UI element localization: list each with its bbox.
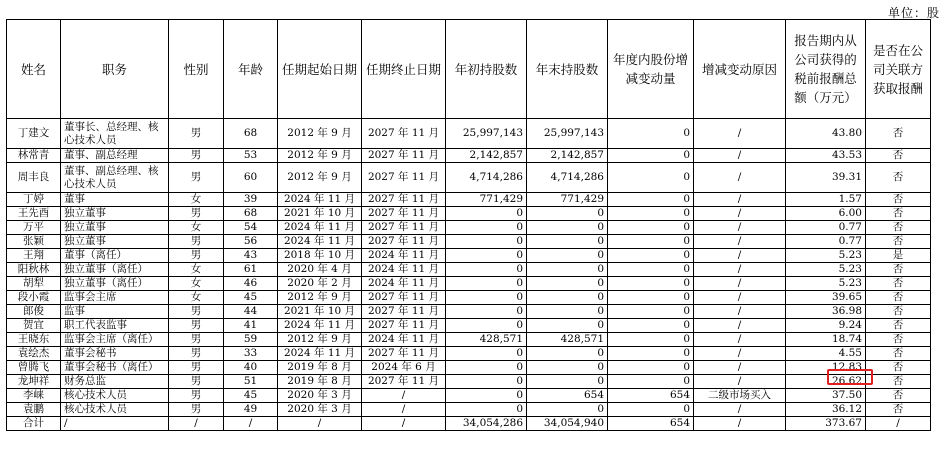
cell-share-change: 0 (608, 277, 694, 291)
cell-pretax-pay: 1.57 (786, 193, 866, 207)
cell-name: 王先酉 (7, 207, 61, 221)
cell-age: 56 (224, 235, 278, 249)
cell-end-shares: 0 (527, 207, 608, 221)
cell-gender: 男 (169, 319, 224, 333)
cell-title: 财务总监 (61, 375, 169, 389)
cell-gender: 女 (169, 291, 224, 305)
cell-end-shares: 0 (527, 249, 608, 263)
cell-title: 董事会秘书（离任） (61, 361, 169, 375)
cell-gender: 男 (169, 207, 224, 221)
cell-name: 阳秋林 (7, 263, 61, 277)
cell-change-reason: / (694, 375, 786, 389)
cell-age: 49 (224, 403, 278, 417)
cell-change-reason: / (694, 319, 786, 333)
cell-begin-shares: 0 (446, 277, 527, 291)
cell-title: 董事 (61, 193, 169, 207)
cell-related-party-pay: 否 (866, 207, 931, 221)
cell-related-party-pay: / (866, 417, 931, 431)
cell-term-end: 2024 年 11 月 (362, 263, 446, 277)
table-row (7, 249, 931, 263)
table-row (7, 361, 931, 375)
cell-begin-shares: 771,429 (446, 193, 527, 207)
cell-pretax-pay: 43.80 (786, 119, 866, 149)
cell-term-start: 2012 年 9 月 (278, 163, 362, 193)
cell-share-change: 0 (608, 235, 694, 249)
cell-term-start: 2020 年 3 月 (278, 389, 362, 403)
cell-age: 59 (224, 333, 278, 347)
cell-change-reason: / (694, 347, 786, 361)
cell-gender: 女 (169, 277, 224, 291)
cell-related-party-pay: 否 (866, 333, 931, 347)
cell-pretax-pay: 36.98 (786, 305, 866, 319)
cell-term-start: 2012 年 9 月 (278, 291, 362, 305)
cell-age: 51 (224, 375, 278, 389)
cell-term-start: 2020 年 2 月 (278, 277, 362, 291)
cell-age: / (224, 417, 278, 431)
cell-gender: 男 (169, 163, 224, 193)
cell-term-end: / (362, 403, 446, 417)
cell-share-change: 0 (608, 149, 694, 163)
table-row (7, 263, 931, 277)
header-related-party-pay: 是否在公司关联方获取报酬 (866, 20, 931, 119)
cell-gender: 男 (169, 361, 224, 375)
cell-title: 核心技术人员 (61, 389, 169, 403)
table-row (7, 163, 931, 193)
cell-begin-shares: 0 (446, 235, 527, 249)
cell-end-shares: 0 (527, 291, 608, 305)
cell-term-start: 2024 年 11 月 (278, 221, 362, 235)
cell-change-reason: / (694, 403, 786, 417)
cell-age: 39 (224, 193, 278, 207)
cell-name: 王翔 (7, 249, 61, 263)
cell-share-change: 0 (608, 291, 694, 305)
header-gender: 性别 (169, 20, 224, 119)
cell-age: 45 (224, 291, 278, 305)
header-change-reason: 增减变动原因 (694, 20, 786, 119)
cell-term-end: 2027 年 11 月 (362, 347, 446, 361)
cell-term-start: 2018 年 10 月 (278, 249, 362, 263)
executive-compensation-table (6, 19, 931, 431)
cell-title: 独立董事（离任） (61, 277, 169, 291)
cell-term-end: 2027 年 11 月 (362, 149, 446, 163)
cell-term-end: 2024 年 11 月 (362, 277, 446, 291)
cell-term-end: 2027 年 11 月 (362, 305, 446, 319)
cell-title: 监事会主席 (61, 291, 169, 305)
cell-change-reason: / (694, 149, 786, 163)
cell-end-shares: 428,571 (527, 333, 608, 347)
cell-name: 李崃 (7, 389, 61, 403)
cell-pretax-pay: 26.62 (786, 375, 866, 389)
cell-gender: 男 (169, 389, 224, 403)
cell-title: 独立董事 (61, 235, 169, 249)
cell-related-party-pay: 否 (866, 291, 931, 305)
cell-change-reason: / (694, 361, 786, 375)
cell-pretax-pay: 39.65 (786, 291, 866, 305)
cell-pretax-pay: 12.83 (786, 361, 866, 375)
cell-age: 41 (224, 319, 278, 333)
cell-age: 44 (224, 305, 278, 319)
cell-related-party-pay: 否 (866, 361, 931, 375)
cell-related-party-pay: 否 (866, 375, 931, 389)
cell-name: 合计 (7, 417, 61, 431)
cell-change-reason: / (694, 263, 786, 277)
cell-begin-shares: 0 (446, 361, 527, 375)
cell-share-change: 0 (608, 403, 694, 417)
cell-term-start: 2024 年 11 月 (278, 235, 362, 249)
cell-end-shares: 654 (527, 389, 608, 403)
table-row (7, 119, 931, 149)
cell-age: 68 (224, 119, 278, 149)
header-share-change: 年度内股份增减变动量 (608, 20, 694, 119)
cell-share-change: 0 (608, 221, 694, 235)
cell-share-change: 0 (608, 249, 694, 263)
cell-name: 丁婷 (7, 193, 61, 207)
table-row (7, 207, 931, 221)
cell-name: 袁鹏 (7, 403, 61, 417)
cell-title: 独立董事 (61, 221, 169, 235)
cell-pretax-pay: 36.12 (786, 403, 866, 417)
cell-change-reason: / (694, 193, 786, 207)
cell-name: 郎俊 (7, 305, 61, 319)
cell-end-shares: 771,429 (527, 193, 608, 207)
cell-age: 54 (224, 221, 278, 235)
cell-name: 胡犁 (7, 277, 61, 291)
cell-change-reason: / (694, 119, 786, 149)
cell-begin-shares: 0 (446, 403, 527, 417)
cell-gender: 男 (169, 375, 224, 389)
table-row (7, 389, 931, 403)
cell-change-reason: / (694, 277, 786, 291)
cell-name: 段小霞 (7, 291, 61, 305)
table-row (7, 221, 931, 235)
cell-term-end: 2027 年 11 月 (362, 193, 446, 207)
cell-title: 董事、副总经理、核心技术人员 (61, 163, 169, 193)
cell-term-start: 2020 年 4 月 (278, 263, 362, 277)
cell-share-change: 0 (608, 119, 694, 149)
cell-term-start: 2020 年 3 月 (278, 403, 362, 417)
header-begin-shares: 年初持股数 (446, 20, 527, 119)
cell-term-end: 2024 年 11 月 (362, 249, 446, 263)
cell-term-start: 2021 年 10 月 (278, 207, 362, 221)
cell-related-party-pay: 否 (866, 163, 931, 193)
cell-begin-shares: 0 (446, 221, 527, 235)
cell-name: 丁建文 (7, 119, 61, 149)
cell-pretax-pay: 0.77 (786, 221, 866, 235)
unit-label: 单位：股 (887, 6, 940, 20)
cell-share-change: 0 (608, 193, 694, 207)
cell-age: 43 (224, 249, 278, 263)
cell-pretax-pay: 6.00 (786, 207, 866, 221)
cell-title: 董事会秘书 (61, 347, 169, 361)
cell-age: 46 (224, 277, 278, 291)
cell-age: 45 (224, 389, 278, 403)
cell-begin-shares: 0 (446, 319, 527, 333)
cell-end-shares: 0 (527, 221, 608, 235)
cell-related-party-pay: 否 (866, 193, 931, 207)
cell-end-shares: 0 (527, 305, 608, 319)
cell-term-end: 2027 年 11 月 (362, 163, 446, 193)
cell-pretax-pay: 373.67 (786, 417, 866, 431)
cell-change-reason: / (694, 207, 786, 221)
cell-begin-shares: 34,054,286 (446, 417, 527, 431)
cell-term-end: / (362, 417, 446, 431)
cell-name: 林常青 (7, 149, 61, 163)
cell-related-party-pay: 否 (866, 403, 931, 417)
header-term-start: 任期起始日期 (278, 20, 362, 119)
cell-name: 贺宜 (7, 319, 61, 333)
cell-share-change: 0 (608, 347, 694, 361)
cell-pretax-pay: 5.23 (786, 249, 866, 263)
cell-pretax-pay: 0.77 (786, 235, 866, 249)
cell-share-change: 0 (608, 207, 694, 221)
cell-end-shares: 0 (527, 347, 608, 361)
cell-title: 董事（离任） (61, 249, 169, 263)
cell-gender: 男 (169, 235, 224, 249)
cell-title: 监事 (61, 305, 169, 319)
cell-title: 独立董事（离任） (61, 263, 169, 277)
cell-gender: 女 (169, 193, 224, 207)
cell-term-end: 2027 年 11 月 (362, 119, 446, 149)
cell-pretax-pay: 5.23 (786, 263, 866, 277)
cell-related-party-pay: 否 (866, 305, 931, 319)
cell-age: 61 (224, 263, 278, 277)
table-row (7, 319, 931, 333)
cell-term-end: 2027 年 11 月 (362, 319, 446, 333)
cell-related-party-pay: 否 (866, 119, 931, 149)
cell-change-reason: / (694, 333, 786, 347)
cell-term-start: 2012 年 9 月 (278, 119, 362, 149)
header-age: 年龄 (224, 20, 278, 119)
cell-gender: 男 (169, 249, 224, 263)
cell-term-start: 2024 年 11 月 (278, 347, 362, 361)
cell-end-shares: 0 (527, 263, 608, 277)
table-row (7, 277, 931, 291)
cell-begin-shares: 0 (446, 249, 527, 263)
cell-related-party-pay: 否 (866, 319, 931, 333)
cell-begin-shares: 0 (446, 263, 527, 277)
cell-share-change: 654 (608, 417, 694, 431)
cell-begin-shares: 2,142,857 (446, 149, 527, 163)
cell-share-change: 0 (608, 163, 694, 193)
cell-change-reason: 二级市场买入 (694, 389, 786, 403)
cell-age: 40 (224, 361, 278, 375)
cell-term-start: 2024 年 11 月 (278, 319, 362, 333)
cell-title: 独立董事 (61, 207, 169, 221)
cell-related-party-pay: 是 (866, 249, 931, 263)
cell-title: 董事长、总经理、核心技术人员 (61, 119, 169, 149)
cell-title: 董事、副总经理 (61, 149, 169, 163)
cell-gender: 女 (169, 263, 224, 277)
cell-pretax-pay: 9.24 (786, 319, 866, 333)
cell-change-reason: / (694, 221, 786, 235)
cell-name: 曾腾飞 (7, 361, 61, 375)
cell-share-change: 654 (608, 389, 694, 403)
table-row (7, 193, 931, 207)
cell-term-end: 2027 年 11 月 (362, 235, 446, 249)
cell-begin-shares: 0 (446, 375, 527, 389)
cell-related-party-pay: 否 (866, 149, 931, 163)
cell-related-party-pay: 否 (866, 235, 931, 249)
cell-title: 核心技术人员 (61, 403, 169, 417)
table-row (7, 375, 931, 389)
cell-pretax-pay: 37.50 (786, 389, 866, 403)
cell-name: 张颖 (7, 235, 61, 249)
table-row (7, 333, 931, 347)
cell-gender: 男 (169, 347, 224, 361)
cell-begin-shares: 0 (446, 347, 527, 361)
cell-name: 王晓东 (7, 333, 61, 347)
cell-title: 监事会主席（离任） (61, 333, 169, 347)
cell-related-party-pay: 否 (866, 277, 931, 291)
header-pretax-pay: 报告期内从公司获得的税前报酬总额（万元） (786, 20, 866, 119)
total-row (7, 417, 931, 431)
table-row (7, 347, 931, 361)
cell-end-shares: 25,997,143 (527, 119, 608, 149)
table-row (7, 403, 931, 417)
cell-share-change: 0 (608, 361, 694, 375)
cell-term-end: 2027 年 11 月 (362, 207, 446, 221)
cell-begin-shares: 0 (446, 389, 527, 403)
cell-share-change: 0 (608, 263, 694, 277)
cell-begin-shares: 4,714,286 (446, 163, 527, 193)
cell-title: 职工代表监事 (61, 319, 169, 333)
cell-end-shares: 4,714,286 (527, 163, 608, 193)
cell-related-party-pay: 否 (866, 347, 931, 361)
cell-change-reason: / (694, 249, 786, 263)
cell-begin-shares: 0 (446, 207, 527, 221)
header-term-end: 任期终止日期 (362, 20, 446, 119)
cell-gender: 男 (169, 403, 224, 417)
cell-age: 33 (224, 347, 278, 361)
cell-share-change: 0 (608, 305, 694, 319)
cell-end-shares: 0 (527, 277, 608, 291)
cell-term-start: / (278, 417, 362, 431)
cell-related-party-pay: 否 (866, 389, 931, 403)
cell-term-end: 2027 年 11 月 (362, 291, 446, 305)
cell-end-shares: 0 (527, 403, 608, 417)
cell-related-party-pay: 否 (866, 221, 931, 235)
cell-pretax-pay: 18.74 (786, 333, 866, 347)
table-header-row (7, 20, 931, 119)
highlight-box (827, 369, 873, 385)
cell-begin-shares: 25,997,143 (446, 119, 527, 149)
cell-change-reason: / (694, 163, 786, 193)
cell-name: 万平 (7, 221, 61, 235)
header-name: 姓名 (7, 20, 61, 119)
cell-pretax-pay: 4.55 (786, 347, 866, 361)
cell-name: 周丰良 (7, 163, 61, 193)
cell-end-shares: 0 (527, 235, 608, 249)
cell-change-reason: / (694, 235, 786, 249)
cell-begin-shares: 0 (446, 305, 527, 319)
cell-end-shares: 0 (527, 375, 608, 389)
cell-begin-shares: 0 (446, 291, 527, 305)
cell-change-reason: / (694, 417, 786, 431)
table-row (7, 291, 931, 305)
cell-term-start: 2024 年 11 月 (278, 193, 362, 207)
cell-age: 53 (224, 149, 278, 163)
cell-end-shares: 0 (527, 319, 608, 333)
cell-term-start: 2012 年 9 月 (278, 333, 362, 347)
table-row (7, 149, 931, 163)
cell-name: 袁绘杰 (7, 347, 61, 361)
cell-pretax-pay: 43.53 (786, 149, 866, 163)
cell-gender: 男 (169, 333, 224, 347)
cell-end-shares: 34,054,940 (527, 417, 608, 431)
cell-term-end: 2024 年 6 月 (362, 361, 446, 375)
cell-pretax-pay: 39.31 (786, 163, 866, 193)
cell-age: 68 (224, 207, 278, 221)
cell-share-change: 0 (608, 319, 694, 333)
cell-end-shares: 0 (527, 361, 608, 375)
cell-related-party-pay: 否 (866, 263, 931, 277)
cell-term-end: 2024 年 11 月 (362, 333, 446, 347)
cell-gender: / (169, 417, 224, 431)
cell-term-end: 2027 年 11 月 (362, 221, 446, 235)
table-row (7, 235, 931, 249)
header-title: 职务 (61, 20, 169, 119)
table-row (7, 305, 931, 319)
cell-term-start: 2019 年 8 月 (278, 375, 362, 389)
cell-term-start: 2021 年 10 月 (278, 305, 362, 319)
cell-age: 60 (224, 163, 278, 193)
header-end-shares: 年末持股数 (527, 20, 608, 119)
cell-share-change: 0 (608, 375, 694, 389)
cell-end-shares: 2,142,857 (527, 149, 608, 163)
cell-term-end: / (362, 389, 446, 403)
cell-gender: 男 (169, 305, 224, 319)
cell-gender: 男 (169, 119, 224, 149)
cell-begin-shares: 428,571 (446, 333, 527, 347)
cell-term-start: 2012 年 9 月 (278, 149, 362, 163)
cell-gender: 女 (169, 221, 224, 235)
cell-term-end: 2027 年 11 月 (362, 375, 446, 389)
cell-pretax-pay: 5.23 (786, 277, 866, 291)
cell-name: 龙坤祥 (7, 375, 61, 389)
cell-title: / (61, 417, 169, 431)
cell-gender: 男 (169, 149, 224, 163)
cell-change-reason: / (694, 305, 786, 319)
cell-share-change: 0 (608, 333, 694, 347)
cell-term-start: 2019 年 8 月 (278, 361, 362, 375)
cell-change-reason: / (694, 291, 786, 305)
